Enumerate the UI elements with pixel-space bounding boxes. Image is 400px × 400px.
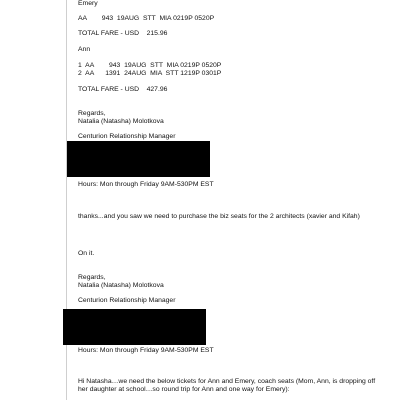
signature-2-name: Natalia (Natasha) Molotkova	[78, 282, 164, 289]
signature-1-title: Centurion Relationship Manager	[78, 133, 176, 140]
redaction-block-1	[67, 141, 210, 177]
signature-2-regards: Regards,	[78, 274, 106, 281]
emery-flight-line: AA 943 19AUG STT MIA 0219P 0520P	[78, 15, 215, 22]
passenger-emery-label: Emery	[78, 0, 98, 7]
passenger-ann-label: Ann	[78, 46, 91, 53]
signature-2-title: Centurion Relationship Manager	[78, 297, 176, 304]
signature-1-regards: Regards,	[78, 110, 106, 117]
ann-flight-line-2: 2 AA 1391 24AUG MIA STT 1219P 0301P	[78, 70, 222, 77]
ann-total-fare: TOTAL FARE - USD 427.96	[78, 86, 168, 93]
on-it-message: On it.	[78, 250, 95, 257]
redaction-block-2	[63, 309, 206, 345]
ticket-request-text: Hi Natasha…we need the below tickets for Ann and Emery, coach seats (Mom, Ann, is dropping off her daughter at school…so round trip for Ann and one way for Emery):	[78, 378, 376, 393]
email-document-page	[66, 0, 400, 400]
ann-flight-line-1: 1 AA 943 19AUG STT MIA 0219P 0520P	[78, 62, 222, 69]
signature-1-name: Natalia (Natasha) Molotkova	[78, 118, 164, 125]
emery-total-fare: TOTAL FARE - USD 215.96	[78, 30, 168, 37]
signature-1-hours: Hours: Mon through Friday 9AM-530PM EST	[78, 181, 214, 188]
signature-2-hours: Hours: Mon through Friday 9AM-530PM EST	[78, 347, 214, 354]
reply-message-text: thanks...and you saw we need to purchase the biz seats for the 2 architects (xavier and Kifah)	[78, 213, 360, 220]
